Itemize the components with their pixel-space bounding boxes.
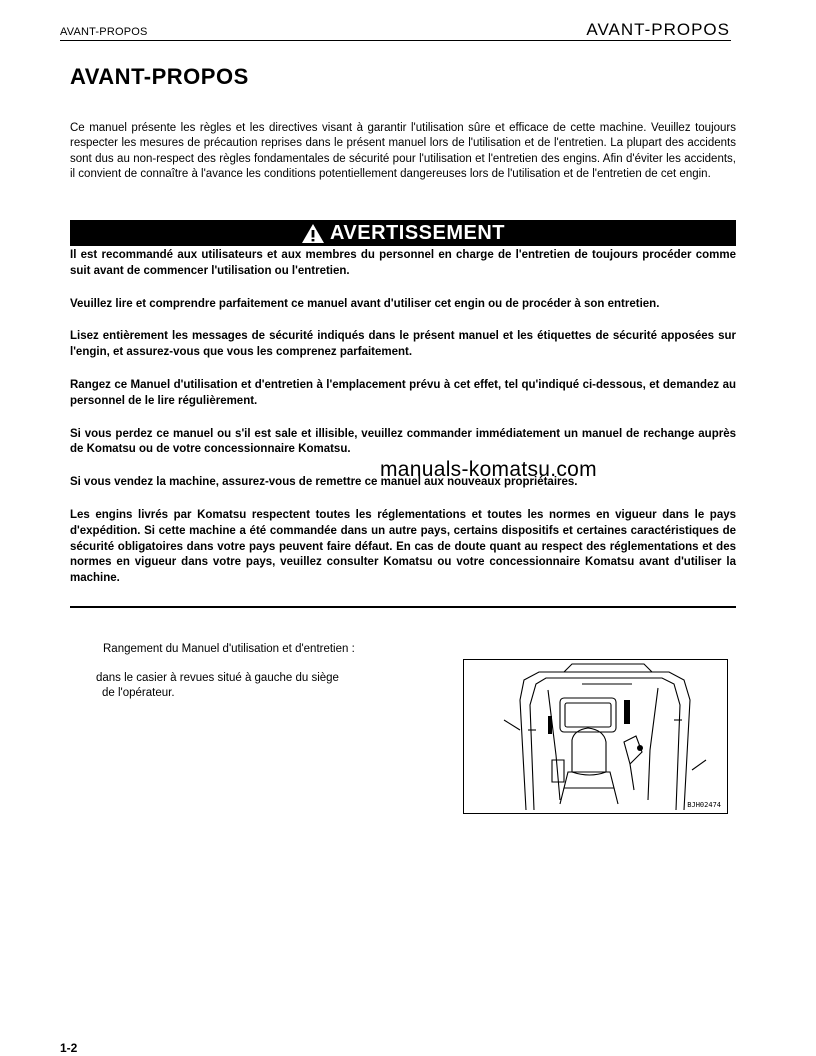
warning-triangle-icon (301, 223, 325, 244)
intro-paragraph: Ce manuel présente les règles et les directives visant à garantir l'utilisation sûre et efficace de cette machine. Veuillez toujours respecter les mesures de précaution reprises dans le présent manuel lors de l'utilisation et de l'entretien. La plupart des accidents sont dus au non-respect des règles fondamentales de sécurité pour l'utilisation et l'entretien des engins. Afin d'éviter les accidents, il convient de connaître à l'avance les conditions potentiellement dangereuses lors de l'utilisation et de l'entretien de cet engin. (70, 122, 736, 180)
warning-paragraph: Lisez entièrement les messages de sécurité indiqués dans le présent manuel et les étiquettes de sécurité apposées sur l'engin, et assurez-vous que vous les comprenez parfaitement. (70, 330, 736, 359)
warning-paragraph: Veuillez lire et comprendre parfaitement ce manuel avant d'utiliser cet engin ou de procéder à son entretien. (70, 297, 660, 310)
warning-paragraph: Les engins livrés par Komatsu respectent toutes les réglementations et toutes les normes en vigueur dans le pays d'expédition. Si cette machine a été commandée dans un autre pays, certains dispositifs et certaines caractéristiques de sécurité obligatoires dans votre pays peuvent faire défaut. En cas de doute quant au respect des réglementations et des normes en vigueur dans votre pays, veuillez consulter Komatsu ou votre concessionnaire Komatsu avant d'utiliser la machine. (70, 508, 736, 585)
header-rule (60, 40, 731, 41)
warning-bottom-rule (70, 606, 736, 608)
storage-title: Rangement du Manuel d'utilisation et d'entretien : (103, 643, 355, 655)
header-section-title: AVANT-PROPOS (586, 20, 730, 39)
operator-cab-drawing (464, 660, 729, 815)
warning-body (70, 248, 736, 604)
cab-illustration (463, 659, 728, 814)
warning-banner (70, 220, 736, 246)
storage-line-1: dans le casier à revues situé à gauche du siège (96, 672, 339, 684)
header-section-label: AVANT-PROPOS (60, 26, 148, 38)
warning-title: AVERTISSEMENT (329, 221, 506, 244)
storage-line-2: de l'opérateur. (102, 687, 175, 700)
page-number: 1-2 (60, 1041, 78, 1055)
warning-paragraph: Rangez ce Manuel d'utilisation et d'entretien à l'emplacement prévu à cet effet, tel qu'indiqué ci-dessous, et demandez au personnel de le lire régulièrement. (70, 378, 736, 407)
watermark-text: manuals-komatsu.com (380, 458, 597, 481)
figure-code: BJH02474 (687, 801, 721, 809)
warning-paragraph: Si vous perdez ce manuel ou s'il est sale et illisible, veuillez commander immédiatement un manuel de rechange auprès de Komatsu ou de votre concessionnaire Komatsu. (70, 427, 736, 456)
warning-paragraph: Il est recommandé aux utilisateurs et aux membres du personnel en charge de l'entretien de toujours procéder comme suit avant de commencer l'utilisation ou l'entretien. (70, 249, 736, 277)
storage-description (96, 671, 396, 702)
page-title: AVANT-PROPOS (70, 64, 249, 89)
warning-paragraph: Si vous vendez la machine, assurez-vous de remettre ce manuel aux nouveaux propriétaires. (70, 476, 578, 489)
